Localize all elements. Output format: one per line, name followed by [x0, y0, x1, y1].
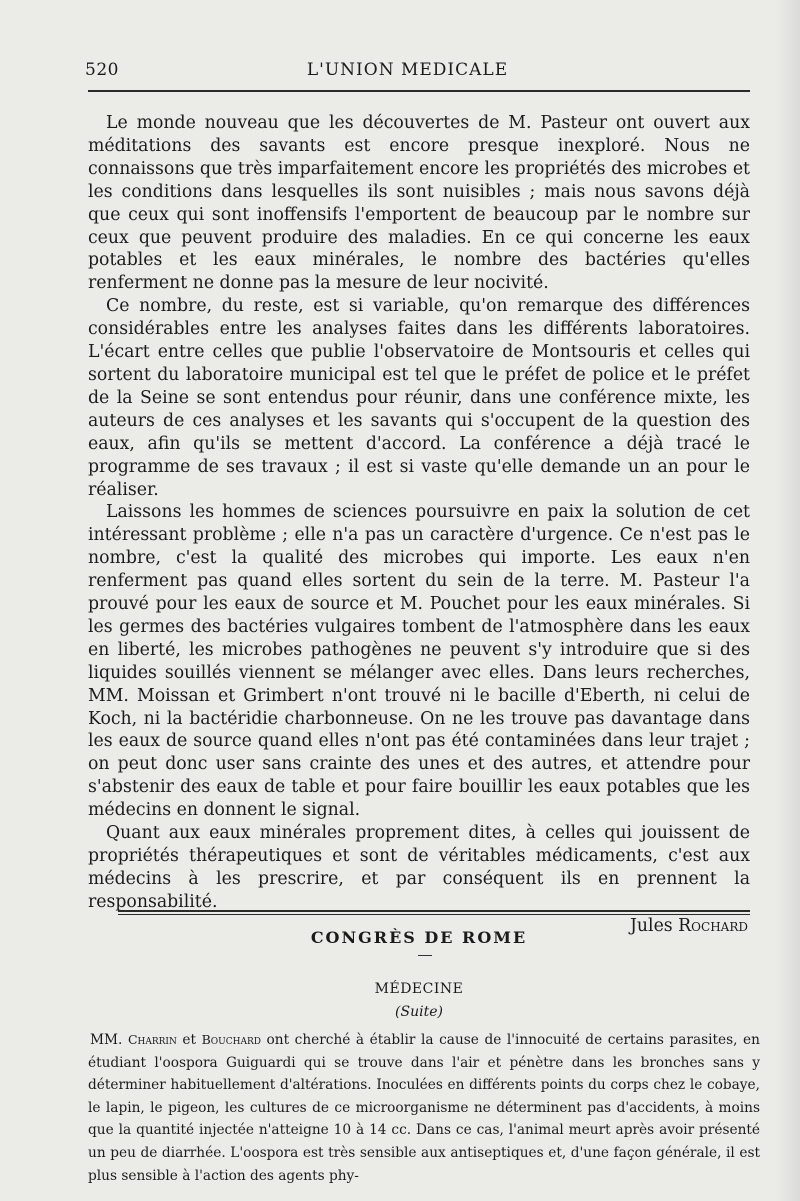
- subsection-title: MÉDECINE: [374, 981, 464, 997]
- conjunction: et: [182, 1032, 197, 1048]
- article-body: [88, 112, 750, 938]
- paragraph: Laissons les hommes de sciences poursuivre en paix la solution de cet intéressant problème ; elle n'a pas un caractère d'urgence. Ce n'est pas le nombre, c'est la qualité des microbes qui importe. Les eaux n'en renferment pas quand elles sortent du sein de la terre. M. Pasteur l'a prouvé pour les eaux de source et M. Pouchet pour les eaux minérales. Si les germes des bactéries vulgaires tombent de l'atmosphère dans les eaux en liberté, les microbes pathogènes ne peuvent s'y introduire que si des liquides souillés viennent se mélanger avec elles. Dans leurs recherches, MM. Moissan et Grimbert n'ont trouvé ni le bacille d'Eberth, ni celui de Koch, ni la bactéridie charbonneuse. On ne les trouve pas davantage dans les eaux de source quand elles n'ont pas été contaminées dans leur trajet ; on peut donc user sans crainte des unes et des autres, et attendre pour s'abstenir des eaux de table et pour faire bouillir les eaux potables que les médecins en donnent le signal.: [88, 502, 750, 821]
- page-edge-shadow: [776, 0, 800, 1201]
- section-divider: [118, 910, 750, 915]
- page-number: 520: [85, 60, 119, 80]
- running-head: L'UNION MEDICALE: [306, 60, 509, 80]
- section-paragraph: [88, 1029, 760, 1187]
- author-name: Bouchard: [201, 1032, 261, 1047]
- title-dash: [418, 955, 432, 956]
- header-rule: [88, 90, 750, 92]
- signature-first-name: Jules: [629, 915, 673, 936]
- section-text: ont cherché à établir la cause de l'innocuité de certains parasites, en étudiant l'oospora Guiguardi qui se trouve dans l'air et pénètre dans les bronches sans y déterminer habituellement d'altérations. Inoculées en différents points du corps chez le cobaye, le lapin, le pigeon, les cultures de ce microorganisme ne déterminent pas d'accidents, à moins que la quantité injectée n'atteigne 10 à 14 cc. Dans ce cas, l'animal meurt après avoir présenté un peu de diarrhée. L'oospora est très sensible aux antiseptiques et, d'une façon générale, il est plus sensible à l'action des agents phy-: [88, 1032, 760, 1184]
- signature-last-name: Rochard: [678, 915, 748, 936]
- paragraph: Quant aux eaux minérales proprement dites, à celles qui jouissent de propriétés thérapeutiques et sont de véritables médicaments, c'est aux médecins à les prescrire, et par conséquent ils en prennent la responsabilité.: [88, 823, 750, 912]
- continuation-note: (Suite): [395, 1004, 443, 1020]
- section-body: [88, 1029, 760, 1187]
- section-title: CONGRÈS DE ROME: [310, 928, 528, 947]
- author-name: Charrin: [127, 1032, 177, 1047]
- paragraph: Ce nombre, du reste, est si variable, qu'on remarque des différences considérables entre les analyses faites dans les différents laboratoires. L'écart entre celles que publie l'observatoire de Montsouris et celles qui sortent du laboratoire municipal est tel que le préfet de police et le préfet de la Seine se sont entendus pour réunir, dans une conférence mixte, les auteurs de ces analyses et les savants qui s'occupent de la question des eaux, afin qu'ils se mettent d'accord. La conférence a déjà tracé le programme de ses travaux ; il est si vaste qu'elle demande un an pour le réaliser.: [88, 296, 750, 500]
- lead-prefix: MM.: [90, 1032, 123, 1048]
- paragraph: Le monde nouveau que les découvertes de M. Pasteur ont ouvert aux méditations des savants est encore presque inexploré. Nous ne connaissons que très imparfaitement encore les propriétés des microbes et les conditions dans lesquelles ils sont nuisibles ; mais nous savons déjà que ceux qui sont inoffensifs l'emportent de beaucoup par le nombre sur ceux que peuvent produire des maladies. En ce qui concerne les eaux potables et les eaux minérales, le nombre des bactéries qu'elles renferment ne donne pas la mesure de leur nocivité.: [88, 113, 750, 294]
